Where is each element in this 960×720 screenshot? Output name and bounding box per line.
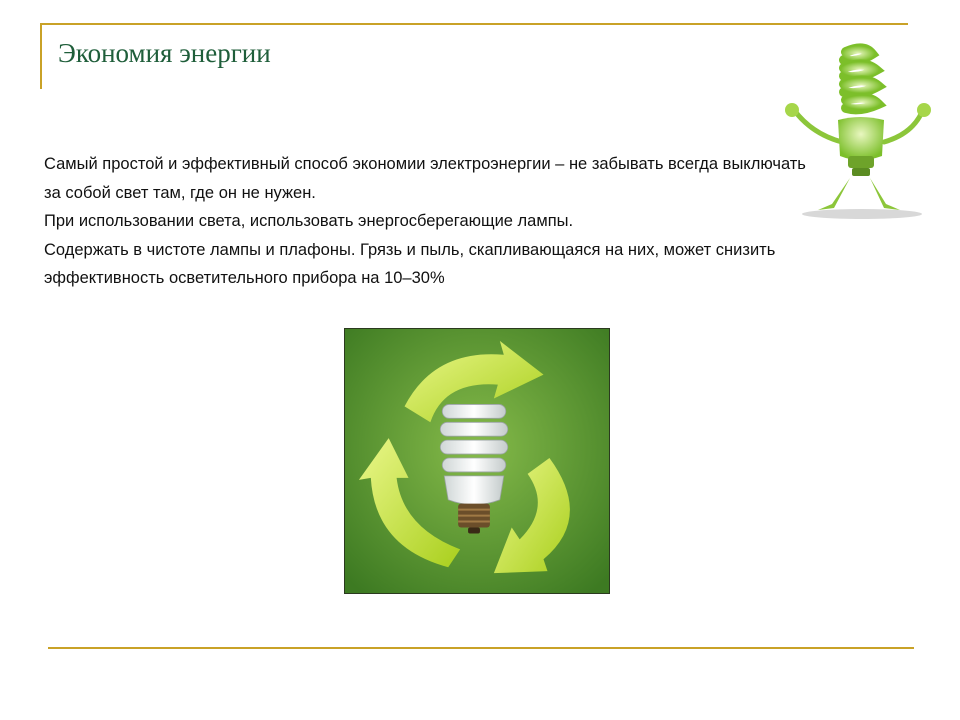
body-text: [44, 150, 814, 293]
paragraph-3: Содержать в чистоте лампы и плафоны. Грязь и пыль, скапливающаяся на них, может снизить эффективность осветительного прибора на 10–30%: [44, 240, 776, 287]
left-rule: [40, 23, 42, 89]
slide-title: Экономия энергии: [58, 38, 271, 68]
paragraph-1: Самый простой и эффективный способ экономии электроэнергии – не забывать всегда выключать за собой свет там, где он не нужен.: [44, 155, 806, 202]
recycle-bulb-icon: [344, 328, 610, 594]
top-rule: [40, 23, 908, 25]
paragraph-2: При использовании света, использовать энергосберегающие лампы.: [44, 212, 574, 230]
bottom-rule: [48, 647, 914, 649]
